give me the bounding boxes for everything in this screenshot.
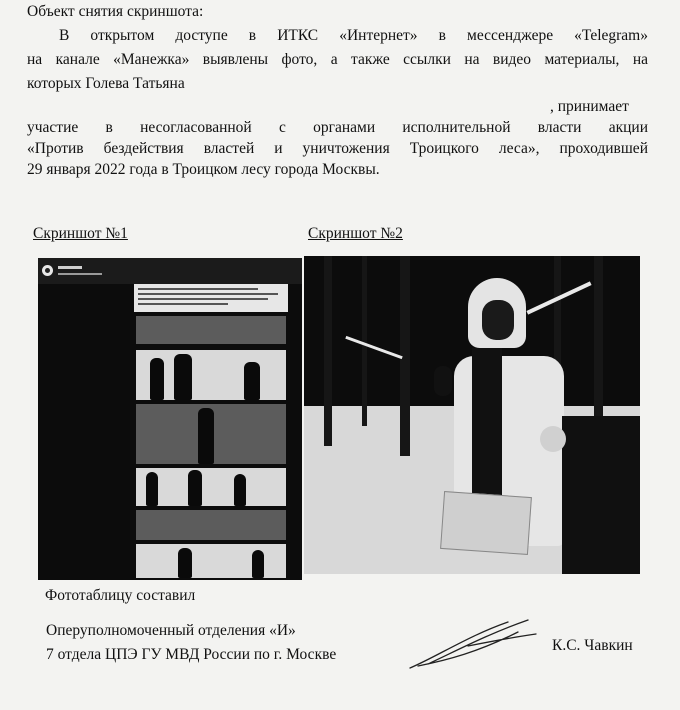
handwritten-signature (408, 616, 538, 674)
paragraph-line-1: В открытом доступе в ИТКС «Интернет» в мессенджере «Telegram» (59, 27, 648, 44)
screenshot-2-image (304, 256, 640, 574)
paragraph-line-4: , принимает (550, 98, 629, 115)
screenshot-2-label: Скриншот №2 (308, 225, 403, 242)
channel-avatar (42, 265, 53, 276)
paragraph-line-3: которых Голева Татьяна (27, 75, 185, 92)
object-label: Объект снятия скриншота: (27, 3, 204, 20)
compiled-by: Фототаблицу составил (45, 587, 196, 604)
screenshot-1-label: Скриншот №1 (33, 225, 128, 242)
screenshot-1-image (38, 258, 302, 580)
person-scarf (472, 348, 502, 498)
channel-header (38, 258, 302, 284)
position-line-1: Оперуполномоченный отделения «И» (46, 622, 296, 639)
paragraph-line-7: 29 января 2022 года в Троицком лесу города Москвы. (27, 161, 380, 178)
paper-sheet (440, 491, 532, 555)
paragraph-line-2: на канале «Манежка» выявлены фото, а также ссылки на видео материалы, на (27, 51, 648, 68)
paragraph-line-5: участие в несогласованной с органами исполнительной власти акции (27, 119, 648, 136)
channel-message (134, 284, 288, 312)
signatory-name: К.С. Чавкин (552, 637, 633, 654)
position-line-2: 7 отдела ЦПЭ ГУ МВД России по г. Москве (46, 646, 337, 663)
paragraph-line-6: «Против бездействия властей и уничтожения Троицкого леса», проходившей (27, 140, 648, 157)
